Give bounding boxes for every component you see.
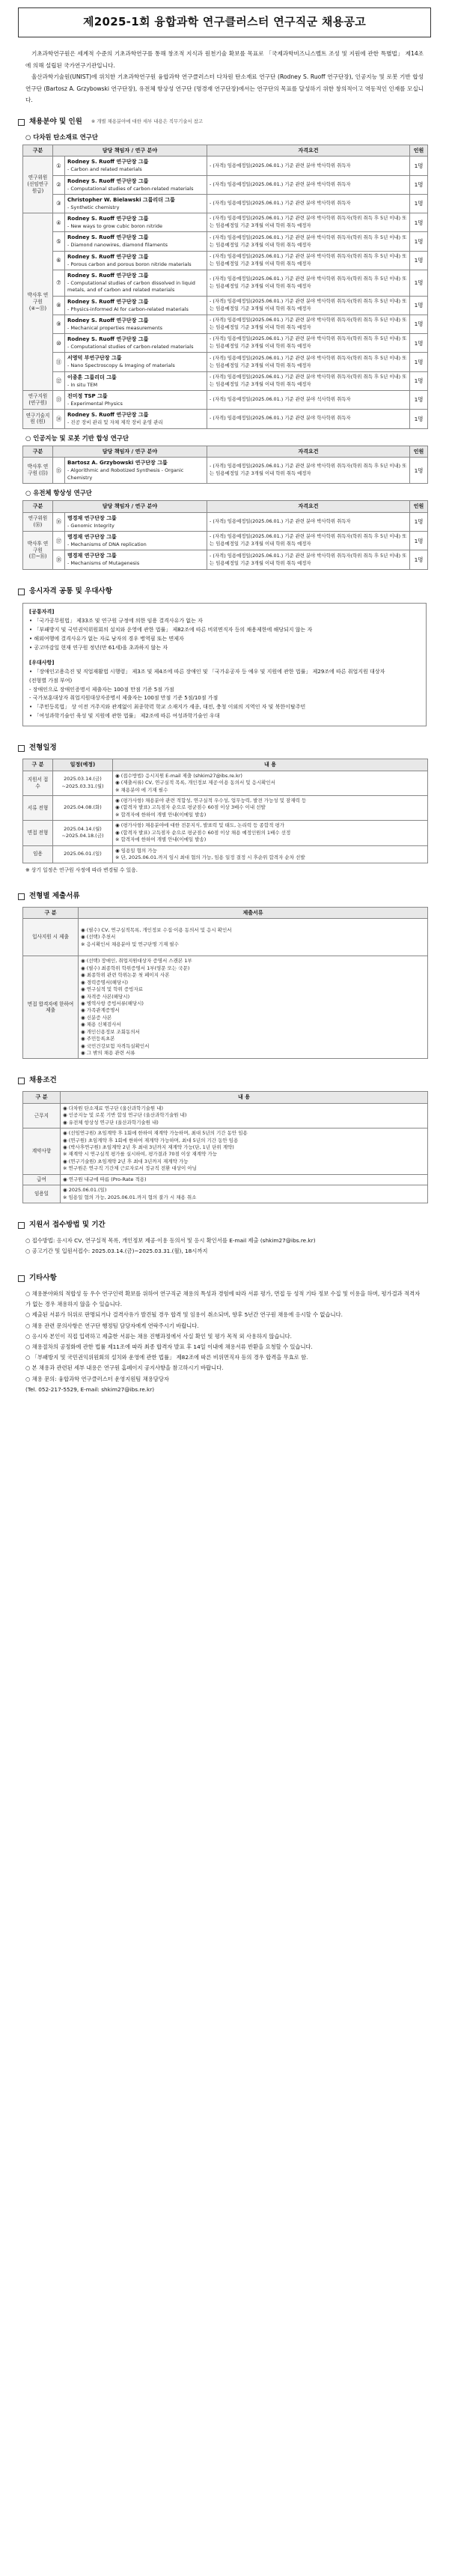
section-title: 채용분야 및 인원 bbox=[29, 117, 82, 126]
table-row bbox=[23, 1185, 428, 1203]
row-content: ◉ (선임연구원) 초임계약 후 1회에 한하여 재계약 가능하며, 최대 5년의 기간 동안 임용 ◉ (연구원) 초임계약 후 1회에 한하여 재계약 가능하며, 최대 5년의 기간 동안 임용 ◉ (박사후연구원) 초임계약 2년 후 최대 3년까지 재계약 가능(단, 1년 단위 계약) ※ 재계약 시 연구실적 평가를 실시하여, 평가결과 70점 이상 재계약 가능 ◉ (연구기술원) 초임계약 2년 후 최대 3년까지 재계약 가능 ※ 연구원은 연구직 기간제 근로자로서 정규직 전환 대상이 아님 bbox=[61, 1128, 428, 1175]
column-header: 인원 bbox=[410, 145, 428, 157]
column-header: 인원 bbox=[410, 446, 428, 458]
position-number: ⑤ bbox=[53, 232, 65, 251]
row-label: 급여 bbox=[23, 1174, 61, 1185]
position-research-field: - Physics-informed AI for carbon-related materials bbox=[67, 306, 189, 312]
list-item: ○ 채용 관련 문의사항은 연구단 행정팀 담당자에게 연락주시기 바랍니다. bbox=[25, 1322, 199, 1329]
position-qualification: - (자격) 임용예정일(2025.06.01.) 기준 관련 분야 박사학위 취득자(학위 취득 후 5년 이내) 또는 임용예정일 기준 3개월 이내 학위 취득 예정자 bbox=[207, 315, 410, 333]
position-group: 진미정 TSP 그룹 bbox=[67, 393, 108, 399]
position-field bbox=[65, 296, 207, 315]
position-research-field: - New ways to grow cubic boron nitride bbox=[67, 223, 162, 230]
column-header: 제출서류 bbox=[79, 907, 428, 919]
position-research-field: - Carbon and related materials bbox=[67, 166, 142, 173]
position-qualification: - (자격) 임용예정일(2025.06.01.) 기준 관련 분야 박사학위 취득자(학위 취득 후 5년 이내) 또는 임용예정일 기준 3개월 이내 학위 취득 예정자 bbox=[207, 270, 410, 296]
box-line: - 장애인으로 장애인증명서 제출자는 100점 만점 기준 5점 가점 bbox=[29, 686, 174, 693]
category-cell: 연구기술지원 (원) bbox=[23, 410, 53, 428]
section-title: 전형별 제출서류 bbox=[29, 891, 80, 900]
position-research-field: - In situ TEM bbox=[67, 381, 98, 388]
category-cell: 연구지원 (연구원) bbox=[23, 391, 53, 410]
position-group: Rodney S. Ruoff 연구단장 그룹 bbox=[67, 159, 149, 165]
position-qualification: - (자격) 임용예정일(2025.06.01.) 기준 관련 분야 박사학위 취득자(학위 취득 후 5년 이내) 또는 임용예정일 기준 3개월 이내 학위 취득 예정자 bbox=[207, 371, 410, 390]
row-content: ◉ 2025.06.01.(일) ※ 임용일 협의 가능, 2025.06.01.까지 협의 불가 시 채용 취소 bbox=[61, 1185, 428, 1203]
position-qualification: - (자격) 임용예정일(2025.06.01.) 기준 관련 분야 박사학위 취득자 bbox=[207, 157, 410, 175]
position-number: ⑨ bbox=[53, 315, 65, 333]
qualifications-box bbox=[22, 603, 427, 726]
position-research-field: - Synthetic chemistry bbox=[67, 204, 120, 210]
table-header-row bbox=[23, 145, 428, 157]
list-item: ○ 채용분야와의 적합성 등 우수 연구인력 확보를 위하여 연구직군 채용의 특성과 경험에 따라 서류 평가, 면접 등 성적 기타 정보 수집 및 이용을 하며, 평가결과 적격자가 없는 경우 채용하지 않을 수 있습니다. bbox=[25, 1289, 421, 1308]
section-header-conditions bbox=[18, 1075, 431, 1087]
position-qualification: - (자격) 임용예정일(2025.06.01.) 기준 관련 분야 박사학위 취득자(학위 취득 후 5년 이내) 또는 임용예정일 기준 3개월 이내 학위 취득 예정자 bbox=[207, 353, 410, 371]
category-cell: 박사후 연구원 (⑮) bbox=[23, 458, 53, 484]
position-group: Rodney S. Ruoff 연구단장 그룹 bbox=[67, 234, 149, 241]
box-line: • 해외여행에 결격사유가 없는 자로 남자의 경우 병역필 또는 면제자 bbox=[29, 636, 184, 643]
positions-table-3 bbox=[22, 500, 428, 570]
list-item: ○ 「부패방지 및 국민권익위원회의 설치와 운영에 관한 법률」 제82조에 따른 비위면직자 등의 경우 합격을 무효로 함. bbox=[25, 1354, 308, 1361]
table-row bbox=[23, 157, 428, 175]
position-field bbox=[65, 232, 207, 251]
position-headcount: 1명 bbox=[410, 232, 428, 251]
schedule-description: ◉ (평가사항) 채용분야 관련 적합성, 연구실적 우수성, 업무능력, 발전 가능성 및 잠재력 등 ◉ (합격자 발표) 고득점자 순으로 평균점수 60점 이상 3배수 이내 선발 ※ 합격자에 한하여 개별 안내(이메일 발송) bbox=[113, 795, 428, 820]
position-field bbox=[65, 353, 207, 371]
list-item: (Tel. 052-217-5529, E-mail: shkim27@ibs.re.kr) bbox=[25, 1385, 155, 1393]
section-title: 기타사항 bbox=[29, 1274, 57, 1283]
position-research-field: - Algorithmic and Robotized Synthesis - Organic Chemistry bbox=[67, 467, 184, 481]
table-row bbox=[23, 175, 428, 194]
schedule-stage: 면접 전형 bbox=[23, 821, 53, 845]
column-header: 내 용 bbox=[61, 1092, 428, 1104]
table-row bbox=[23, 391, 428, 410]
table-header-row bbox=[23, 1092, 428, 1104]
documents-table bbox=[22, 907, 428, 1060]
box-line: • 「여성과학기술인 육성 및 지원에 관한 법률」 제2조에 따른 여성과학기술인 우대 bbox=[29, 713, 220, 720]
category-cell: 연구위원 (⑯) bbox=[23, 512, 53, 531]
position-group: Rodney S. Ruoff 연구단장 그룹 bbox=[67, 177, 149, 184]
position-qualification: - (자격) 임용예정일(2025.06.01.) 기준 관련 분야 박사학위 취득자 bbox=[207, 194, 410, 213]
box-line: • 「부패방지 및 국민권익위원회의 설치와 운영에 관한 법률」 제82조에 따른 비위면직자 등의 채용제한에 해당되지 않는 자 bbox=[29, 627, 313, 634]
category-cell: 박사후 연구원 (④~⑪) bbox=[23, 213, 53, 391]
column-header: 담당 책임자 / 연구 분야 bbox=[53, 501, 207, 513]
position-headcount: 1명 bbox=[410, 157, 428, 175]
table-row bbox=[23, 213, 428, 232]
position-field bbox=[65, 512, 207, 531]
position-research-field: - Computational studies of carbon-related materials bbox=[67, 185, 194, 192]
list-item: ○ 접수방법: 응시자 CV, 연구실적 목록, 개인정보 제공·이용 동의서 및 응시 확인서를 E-mail 제출 (shkim27@ibs.re.kr) bbox=[25, 1236, 316, 1244]
schedule-stage: 지원서 접수 bbox=[23, 771, 53, 795]
position-group: Rodney S. Ruoff 연구단장 그룹 bbox=[67, 298, 149, 305]
column-header: 자격요건 bbox=[207, 501, 410, 513]
subsection-title: ○ 인공지능 및 로봇 기반 합성 연구단 bbox=[25, 434, 129, 442]
table-row bbox=[23, 296, 428, 315]
list-item: ○ 채용 문의: 융합과학 연구클러스터 운영지원팀 채용담당자 bbox=[25, 1375, 169, 1382]
schedule-date: 2025.06.01.(일) bbox=[53, 845, 113, 863]
position-headcount: 1명 bbox=[410, 410, 428, 428]
position-headcount: 1명 bbox=[410, 194, 428, 213]
section-header-other bbox=[18, 1273, 431, 1284]
box-line: (전형별 가점 부여) bbox=[29, 677, 73, 684]
schedule-table bbox=[22, 759, 428, 863]
row-label: 임용일 bbox=[23, 1185, 61, 1203]
box-line: • 「장애인고용촉진 및 직업재활법 시행령」 제3조 및 제4조에 따른 장애인 및 「국가유공자 등 예우 및 지원에 관한 법률」 제29조에 따른 취업지원 대상자 bbox=[29, 668, 385, 675]
position-group: Rodney S. Ruoff 연구단장 그룹 bbox=[67, 317, 149, 323]
position-field bbox=[65, 315, 207, 333]
position-number: ⑦ bbox=[53, 270, 65, 296]
section-title: 지원서 접수방법 및 기간 bbox=[29, 1220, 106, 1229]
column-header: 담당 책임자 / 연구 분야 bbox=[53, 446, 207, 458]
position-headcount: 1명 bbox=[410, 334, 428, 353]
column-header: 구분 bbox=[23, 145, 53, 157]
position-research-field: - Porous carbon and porous boron nitride materials bbox=[67, 261, 192, 267]
schedule-date: 2025.03.14.(금) ~2025.03.31.(월) bbox=[53, 771, 113, 795]
box-line: • 「국가공무원법」 제33조 및 연구원 규정에 의한 임용 결격사유가 없는 자 bbox=[29, 618, 203, 625]
table-row bbox=[23, 956, 428, 1059]
position-headcount: 1명 bbox=[410, 175, 428, 194]
position-field bbox=[65, 458, 207, 484]
square-bullet-icon bbox=[18, 745, 25, 752]
position-group: Christopher W. Bielawski 그룹리더 그룹 bbox=[67, 196, 175, 203]
position-research-field: - Computational studies of carbon dissolved in liquid metals, and of carbon and related materials bbox=[67, 279, 195, 294]
position-number: ⑭ bbox=[53, 410, 65, 428]
column-header: 자격요건 bbox=[207, 145, 410, 157]
position-number: ⑯ bbox=[53, 512, 65, 531]
category-cell: 박사후 연구원 (⑰~⑱) bbox=[23, 532, 53, 570]
row-content: ◉ (선택) 장애인, 취업지원대상자 증명서 스캔본 1부 ◉ (필수) 최종학위 학위증명서 1부(영문 또는 국문) ◉ 최종학위 관련 학위논문 첫 페이지 사본 ◉ 경력증명서(해당시) ◉ 연구실적 및 학위 증빙자료 ◉ 자격증 사본(해당시) ◉ 병역사항 증빙서류(해당시) ◉ 가족관계증명서 ◉ 신분증 사본 ◉ 채용 신체검사서 ◉ 개인신용정보 조회동의서 ◉ 주민등록초본 ◉ 국민건강보험 자격득실확인서 ◉ 그 밖의 채용 관련 서류 bbox=[79, 956, 428, 1059]
position-headcount: 1명 bbox=[410, 458, 428, 484]
position-headcount: 1명 bbox=[410, 550, 428, 569]
table-row bbox=[23, 550, 428, 569]
application-list bbox=[25, 1236, 424, 1257]
position-group: 서영덕 부연구단장 그룹 bbox=[67, 355, 122, 362]
row-content: ◉ 연구원 내규에 따름 (Pro-Rate 적용) bbox=[61, 1174, 428, 1185]
column-header: 자격요건 bbox=[207, 446, 410, 458]
table-row bbox=[23, 845, 428, 863]
schedule-date: 2025.04.14.(월) ~2025.04.18.(금) bbox=[53, 821, 113, 845]
section-header-qualifications bbox=[18, 586, 431, 598]
table-row bbox=[23, 232, 428, 251]
position-field bbox=[65, 410, 207, 428]
position-field bbox=[65, 157, 207, 175]
position-headcount: 1명 bbox=[410, 512, 428, 531]
position-number: ⑮ bbox=[53, 458, 65, 484]
position-field bbox=[65, 550, 207, 569]
table-row bbox=[23, 512, 428, 531]
square-bullet-icon bbox=[18, 119, 25, 126]
position-research-field: - Mechanisms of DNA replication bbox=[67, 541, 147, 548]
position-field bbox=[65, 270, 207, 296]
square-bullet-icon bbox=[18, 893, 25, 900]
position-research-field: - Genomic Integrity bbox=[67, 522, 114, 529]
position-group: 명경재 연구단장 그룹 bbox=[67, 514, 117, 521]
position-field bbox=[65, 251, 207, 270]
table-row bbox=[23, 1128, 428, 1175]
section-title: 전형일정 bbox=[29, 744, 57, 753]
position-number: ⑧ bbox=[53, 296, 65, 315]
intro bbox=[25, 48, 424, 106]
subsection-title: ○ 유전체 항상성 연구단 bbox=[25, 489, 92, 497]
position-research-field: - Diamond nanowires, diamond filaments bbox=[67, 242, 168, 249]
position-number: ② bbox=[53, 175, 65, 194]
position-research-field: - 진공 장비 관리 및 자체 제작 장비 운영 관리 bbox=[67, 419, 163, 426]
position-group: Bartosz A. Grzybowski 연구단장 그룹 bbox=[67, 460, 168, 467]
position-headcount: 1명 bbox=[410, 371, 428, 390]
position-number: ⑱ bbox=[53, 550, 65, 569]
position-group: 명경재 연구단장 그룹 bbox=[67, 534, 117, 541]
position-qualification: - (자격) 임용예정일(2025.06.01.) 기준 관련 분야 박사학위 취득자(학위 취득 후 5년 이내) 또는 임용예정일 기준 3개월 이내 학위 취득 예정자 bbox=[207, 251, 410, 270]
column-header: 구 분 bbox=[23, 1092, 61, 1104]
position-field bbox=[65, 213, 207, 232]
position-field bbox=[65, 194, 207, 213]
position-research-field: - Mechanisms of Mutagenesis bbox=[67, 560, 140, 567]
subsection-label: 유전체 항상성 연구단 bbox=[33, 489, 92, 497]
table-header-row bbox=[23, 446, 428, 458]
position-headcount: 1명 bbox=[410, 270, 428, 296]
position-headcount: 1명 bbox=[410, 296, 428, 315]
table-row bbox=[23, 194, 428, 213]
category-cell: 연구위원 (선임연구원급) bbox=[23, 157, 53, 213]
column-header: 일정(예정) bbox=[53, 759, 113, 771]
table-row bbox=[23, 919, 428, 956]
position-number: ⑬ bbox=[53, 391, 65, 410]
box-heading: [공통자격] bbox=[29, 609, 55, 616]
position-research-field: - Computational studies of carbon-related materials bbox=[67, 344, 194, 350]
position-number: ① bbox=[53, 157, 65, 175]
section-note: ※ 개별 채용분야에 대한 세부 내용은 직무기술서 참고 bbox=[91, 118, 204, 125]
square-bullet-icon bbox=[18, 1078, 25, 1084]
table-row bbox=[23, 334, 428, 353]
column-header: 구 분 bbox=[23, 907, 79, 919]
page-title: 제2025-1회 융합과학 연구클러스터 연구직군 채용공고 bbox=[18, 7, 431, 37]
position-group: Rodney S. Ruoff 연구단장 그룹 bbox=[67, 253, 149, 260]
square-bullet-icon bbox=[18, 1275, 25, 1282]
table-row bbox=[23, 410, 428, 428]
schedule-footnote: ※ 상기 일정은 연구원 사정에 따라 변경될 수 있음. bbox=[25, 867, 138, 874]
position-qualification: - (자격) 임용예정일(2025.06.01.) 기준 관련 분야 박사학위 취득자 bbox=[207, 512, 410, 531]
list-item: ○ 제출된 서류가 허위로 판명되거나 결격사유가 발견될 경우 합격 및 임용이 취소되며, 향후 5년간 연구원 채용에 응시할 수 없습니다. bbox=[25, 1311, 343, 1319]
table-row bbox=[23, 1103, 428, 1128]
column-header: 구분 bbox=[23, 501, 53, 513]
row-content: ◉ (필수) CV, 연구실적목록, 개인정보 수집·이용 동의서 및 응시 확인서 ◉ (선택) 추천서 ※ 응시확인서 채용분야 및 연구단명 기재 필수 bbox=[79, 919, 428, 956]
position-field bbox=[65, 532, 207, 550]
list-item: ○ 채용절차의 공정화에 관한 법률 제11조에 따라 최종 합격자 발표 후 14일 이내에 채용서류 반환을 요청할 수 있습니다. bbox=[25, 1343, 313, 1350]
table-row bbox=[23, 532, 428, 550]
position-research-field: - Nano Spectroscopy & Imaging of materials bbox=[67, 362, 175, 369]
column-header: 내 용 bbox=[113, 759, 428, 771]
table-row bbox=[23, 353, 428, 371]
section-header-schedule bbox=[18, 743, 431, 754]
table-row bbox=[23, 251, 428, 270]
section-title: 채용조건 bbox=[29, 1076, 57, 1085]
position-qualification: - (자격) 임용예정일(2025.06.01.) 기준 관련 분야 박사학위 취득자(학위 취득 후 5년 이내) 또는 임용예정일 기준 3개월 이내 학위 취득 예정자 bbox=[207, 532, 410, 550]
table-row bbox=[23, 821, 428, 845]
position-qualification: - (자격) 임용예정일(2025.06.01.) 기준 관련 분야 박사학위 취득자 bbox=[207, 175, 410, 194]
column-header: 구 분 bbox=[23, 759, 53, 771]
row-content: ◉ 다차원 탄소재료 연구단 (울산과학기술원 내) ◉ 인공지능 및 로봇 기반 합성 연구단 (울산과학기술원 내) ◉ 유전체 항상성 연구단 (울산과학기술원 내) bbox=[61, 1103, 428, 1128]
conditions-table bbox=[22, 1091, 428, 1203]
position-research-field: - Mechanical properties measurements bbox=[67, 324, 163, 331]
subsection-label: 인공지능 및 로봇 기반 합성 연구단 bbox=[33, 434, 129, 442]
schedule-description: ◉ (접수방법) 응시지원 E-mail 제출 (shkim27@ibs.re.kr) ◉ (제출서류) CV, 연구실적 목록, 개인정보 제공·이용 동의서 및 응시확인서 ※ 채용분야 에 기재 필수 bbox=[113, 771, 428, 795]
box-line: • 공고마감일 현재 연구원 정년(만 61세)을 초과하지 않는 자 bbox=[29, 645, 168, 651]
column-header: 인원 bbox=[410, 501, 428, 513]
subsection-label: 다차원 탄소재료 연구단 bbox=[33, 133, 98, 141]
position-qualification: - (자격) 임용예정일(2025.06.01.) 기준 관련 분야 박사학위 취득자(학위 취득 후 5년 이내) 또는 임용예정일 기준 3개월 이내 학위 취득 예정자 bbox=[207, 296, 410, 315]
position-qualification: - (자격) 임용예정일(2025.06.01.) 기준 관련 분야 박사학위 취득자(학위 취득 후 5년 이내) 또는 임용예정일 기준 3개월 이내 학위 취득 예정자 bbox=[207, 334, 410, 353]
position-research-field: - Experimental Physics bbox=[67, 400, 123, 407]
position-field bbox=[65, 175, 207, 194]
position-group: Rodney S. Ruoff 연구단장 그룹 bbox=[67, 216, 149, 222]
position-headcount: 1명 bbox=[410, 315, 428, 333]
row-label: 계약사항 bbox=[23, 1128, 61, 1175]
other-list bbox=[25, 1289, 424, 1395]
column-header: 구분 bbox=[23, 446, 53, 458]
row-label: 면접 합격자에 한하여 제출 bbox=[23, 956, 79, 1059]
table-row bbox=[23, 315, 428, 333]
position-group: Rodney S. Ruoff 연구단장 그룹 bbox=[67, 272, 149, 279]
position-headcount: 1명 bbox=[410, 391, 428, 410]
list-item: ○ 공고기간 및 입원서접수: 2025.03.14.(금)~2025.03.31.(월), 18시까지 bbox=[25, 1247, 208, 1254]
position-group: 이종훈 그룹리더 그룹 bbox=[67, 374, 117, 380]
table-header-row bbox=[23, 501, 428, 513]
schedule-date: 2025.04.08.(화) bbox=[53, 795, 113, 820]
subsection-title: ○ 다차원 탄소재료 연구단 bbox=[25, 133, 98, 141]
position-qualification: - (자격) 임용예정일(2025.06.01.) 기준 관련 분야 학사학위 취득자 bbox=[207, 410, 410, 428]
list-item: ○ 본 채용과 관련된 세부 내용은 연구원 홈페이지 공지사항을 참고하시기 바랍니다. bbox=[25, 1364, 224, 1372]
row-label: 입사지원 시 제출 bbox=[23, 919, 79, 956]
position-field bbox=[65, 391, 207, 410]
positions-table-1 bbox=[22, 145, 428, 429]
position-number: ⑰ bbox=[53, 532, 65, 550]
table-row bbox=[23, 270, 428, 296]
position-headcount: 1명 bbox=[410, 532, 428, 550]
intro-paragraph: 기초과학연구원은 세계적 수준의 기초과학연구를 통해 창조적 지식과 원천기술 확보를 목표로 「국제과학비즈니스벨트 조성 및 지원에 관한 특별법」 제14조에 의해 설립된 국가연구기관입니다. bbox=[25, 50, 424, 69]
position-headcount: 1명 bbox=[410, 353, 428, 371]
schedule-stage: 임용 bbox=[23, 845, 53, 863]
column-header: 담당 책임자 / 연구 분야 bbox=[53, 145, 207, 157]
list-item: ○ 응시자 본인이 직접 입력하고 제출한 서류는 채용 진행과정에서 사실 확인 및 평가 목적 외 사용하지 않습니다. bbox=[25, 1332, 292, 1340]
position-number: ⑪ bbox=[53, 353, 65, 371]
position-headcount: 1명 bbox=[410, 251, 428, 270]
position-field bbox=[65, 334, 207, 353]
table-row bbox=[23, 771, 428, 795]
schedule-description: ◉ (평가사항) 채용분야에 대한 전문지식, 발표력 및 태도, 논리력 등 종합적 평가 ◉ (합격자 발표) 고득점자 순으로 평균점수 60점 이상 채용 예정인원의 1배수 선정 ※ 합격자에 한하여 개별 안내(이메일 발송) bbox=[113, 821, 428, 845]
position-qualification: - (자격) 임용예정일(2025.06.01.) 기준 관련 분야 석사학위 취득자 bbox=[207, 391, 410, 410]
table-row bbox=[23, 1174, 428, 1185]
position-number: ⑫ bbox=[53, 371, 65, 390]
box-line: - 국가보훈대상자 취업지원대상자증명서 제출자는 100점 만점 기준 5점/10점 가점 bbox=[29, 695, 219, 702]
position-number: ⑩ bbox=[53, 334, 65, 353]
section-header-positions bbox=[18, 117, 431, 128]
positions-table-2 bbox=[22, 446, 428, 484]
table-row bbox=[23, 458, 428, 484]
table-header-row bbox=[23, 907, 428, 919]
position-group: Rodney S. Ruoff 연구단장 그룹 bbox=[67, 412, 149, 419]
position-qualification: - (자격) 임용예정일(2025.06.01.) 기준 관련 분야 박사학위 취득자(학위 취득 후 5년 이내) 또는 임용예정일 기준 3개월 이내 학위 취득 예정자 bbox=[207, 213, 410, 232]
position-number: ④ bbox=[53, 213, 65, 232]
table-row bbox=[23, 371, 428, 390]
table-row bbox=[23, 795, 428, 820]
section-header-documents bbox=[18, 891, 431, 902]
position-qualification: - (자격) 임용예정일(2025.06.01.) 기준 관련 분야 박사학위 취득자(학위 취득 후 5년 이내) 또는 임용예정일 기준 3개월 이내 학위 취득 예정자 bbox=[207, 458, 410, 484]
section-header-application bbox=[18, 1220, 431, 1231]
position-qualification: - (자격) 임용예정일(2025.06.01.) 기준 관련 분야 박사학위 취득자(학위 취득 후 5년 이내) 또는 임용예정일 기준 3개월 이내 학위 취득 예정자 bbox=[207, 550, 410, 569]
square-bullet-icon bbox=[18, 1222, 25, 1229]
box-heading: [우대사항] bbox=[29, 659, 55, 666]
intro-paragraph: 울산과학기술원(UNIST)에 위치한 기초과학연구원 융합과학 연구클러스터 다차원 탄소재료 연구단 (Rodney S. Ruoff 연구단장), 인공지능 및 로봇 기반 합성 연구단 (Bartosz A. Grzybowski 연구단장), 유전체 항상성 연구단 (명경재 연구단장)에서는 연구단의 목표를 달성하기 위한 창의적이고 역동적인 인재를 모십니다. bbox=[25, 73, 424, 104]
row-label: 근무지 bbox=[23, 1103, 61, 1128]
section-title: 응시자격 공통 및 우대사항 bbox=[29, 586, 112, 595]
square-bullet-icon bbox=[18, 589, 25, 595]
position-field bbox=[65, 371, 207, 390]
position-headcount: 1명 bbox=[410, 213, 428, 232]
position-number: ⑥ bbox=[53, 251, 65, 270]
position-group: 명경재 연구단장 그룹 bbox=[67, 553, 117, 559]
position-number: ③ bbox=[53, 194, 65, 213]
position-qualification: - (자격) 임용예정일(2025.06.01.) 기준 관련 분야 박사학위 취득자(학위 취득 후 5년 이내) 또는 임용예정일 기준 3개월 이내 학위 취득 예정자 bbox=[207, 232, 410, 251]
schedule-stage: 서류 전형 bbox=[23, 795, 53, 820]
box-line: • 「주민등록법」 상 이전 거주지와 관계없이 최종학력 학교 소재지가 세종, 대전, 충청 이외의 지역인 자 및 북한이탈주민 bbox=[29, 704, 306, 711]
schedule-description: ◉ 임용일 협의 가능 ※ 단, 2025.06.01.까지 임시 최대 협의 가능, 임용 일정 결정 시 후순위 합격자 순차 선발 bbox=[113, 845, 428, 863]
table-header-row bbox=[23, 759, 428, 771]
position-group: Rodney S. Ruoff 연구단장 그룹 bbox=[67, 336, 149, 343]
